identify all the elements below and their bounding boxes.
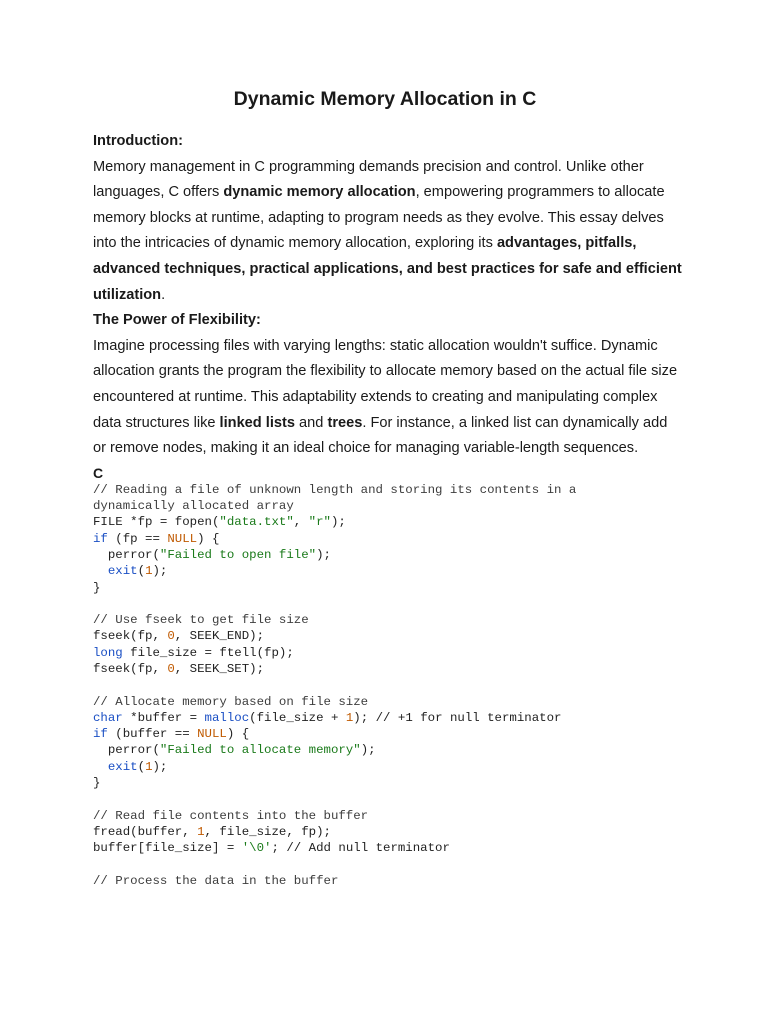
code-token-comment: dynamically allocated array bbox=[93, 499, 294, 514]
bold-phrase: trees bbox=[327, 414, 363, 431]
code-token-string: "r" bbox=[308, 515, 331, 530]
code-token-number: 1 bbox=[197, 824, 205, 839]
code-line bbox=[93, 498, 683, 514]
code-token-plain: , SEEK_END); bbox=[174, 629, 265, 644]
code-token-plain: ); // +1 for null terminator bbox=[353, 710, 562, 725]
text-run: . For instance, a linked list can dynamically add or remove nodes, making it an ideal choice for managing variable-length sequences. bbox=[93, 414, 668, 457]
code-token-plain: fseek(fp, bbox=[93, 661, 168, 676]
code-token-number: 1 bbox=[345, 710, 354, 725]
code-token-number: 0 bbox=[167, 661, 175, 676]
code-line bbox=[93, 873, 683, 889]
code-line bbox=[93, 645, 683, 661]
code-token-plain: } bbox=[93, 776, 101, 791]
code-block bbox=[93, 482, 683, 889]
code-token-comment: // Use fseek to get file size bbox=[93, 613, 309, 628]
code-token-plain: buffer[file_size] = bbox=[93, 841, 242, 856]
code-token-keyword: long bbox=[93, 645, 123, 660]
code-line bbox=[93, 677, 683, 693]
code-token-plain: (buffer == bbox=[107, 727, 198, 742]
code-line bbox=[93, 531, 683, 547]
code-token-keyword: if bbox=[93, 727, 108, 742]
code-token-plain: ); bbox=[316, 547, 331, 562]
code-token-comment: // Read file contents into the buffer bbox=[93, 808, 369, 823]
code-line bbox=[93, 775, 683, 791]
code-line bbox=[93, 563, 683, 579]
text-run: , empowering programmers to allocate memory blocks at runtime, adapting to program needs as they evolve. This essay delves into the intricacies of dynamic memory allocation, exploring its bbox=[93, 184, 665, 252]
document-page bbox=[93, 84, 683, 889]
code-line bbox=[93, 628, 683, 644]
code-token-plain: FILE *fp = fopen( bbox=[93, 515, 220, 530]
code-line bbox=[93, 514, 683, 530]
document-title: Dynamic Memory Allocation in C bbox=[233, 88, 537, 110]
text-run: and bbox=[294, 414, 328, 431]
section-heading-flexibility: The Power of Flexibility: bbox=[93, 312, 261, 329]
code-line bbox=[93, 824, 683, 840]
code-line bbox=[93, 596, 683, 612]
code-line bbox=[93, 857, 683, 873]
code-token-number: 0 bbox=[167, 629, 175, 644]
code-token-string: "Failed to open file" bbox=[159, 547, 317, 562]
code-line bbox=[93, 580, 683, 596]
code-line bbox=[93, 612, 683, 628]
code-token-plain: ); bbox=[152, 759, 168, 774]
section-heading-introduction: Introduction: bbox=[93, 133, 183, 149]
code-line bbox=[93, 710, 683, 726]
code-token-plain: perror( bbox=[93, 743, 160, 758]
code-token-string: "Failed to allocate memory" bbox=[159, 743, 361, 758]
code-line bbox=[93, 791, 683, 807]
code-line bbox=[93, 808, 683, 824]
code-token-plain: } bbox=[93, 580, 101, 595]
code-token-keyword: exit bbox=[107, 759, 138, 774]
bold-phrase: dynamic memory allocation bbox=[223, 184, 416, 201]
code-token-plain: ; // Add null terminator bbox=[271, 841, 450, 856]
code-token-number: 1 bbox=[145, 759, 153, 774]
code-token-number: 1 bbox=[145, 564, 153, 579]
code-token-comment: // Reading a file of unknown length and storing its contents in a bbox=[93, 482, 577, 497]
code-line bbox=[93, 547, 683, 563]
code-token-plain: *buffer = bbox=[122, 710, 205, 725]
code-token-plain: ) { bbox=[226, 727, 250, 742]
code-token-keyword: if bbox=[93, 531, 108, 546]
code-token-plain: ); bbox=[330, 515, 346, 530]
bold-phrase: linked lists bbox=[219, 414, 295, 431]
code-line bbox=[93, 742, 683, 758]
code-token-plain: ( bbox=[137, 759, 146, 774]
code-token-string: '\0' bbox=[241, 841, 272, 856]
bold-phrase: advantages, pitfalls, advanced techniques, practical applications, and best practices for safe and efficient utilization bbox=[93, 235, 682, 303]
code-token-plain: perror( bbox=[93, 547, 160, 562]
flexibility-paragraph bbox=[93, 334, 683, 462]
code-token-keyword: malloc bbox=[204, 710, 250, 725]
code-line bbox=[93, 661, 683, 677]
code-token-comment: // Process the data in the buffer bbox=[93, 873, 339, 888]
code-line bbox=[93, 759, 683, 775]
code-token-plain: ( bbox=[137, 564, 146, 579]
code-token-plain: (file_size + bbox=[249, 710, 346, 725]
code-token-plain: fread(buffer, bbox=[93, 824, 198, 839]
intro-paragraph bbox=[93, 155, 683, 309]
code-token-comment: // Allocate memory based on file size bbox=[93, 694, 369, 709]
code-line bbox=[93, 840, 683, 856]
text-run: Imagine processing files with varying lengths: static allocation wouldn't suffice. Dynamic allocation grants the program the flexibility to allocate memory based on the actual file size encountered at runtime. This adaptability extends to creating and manipulating complex data structures like bbox=[93, 337, 678, 431]
code-token-plain: (fp == bbox=[107, 531, 168, 546]
text-run: Memory management in C programming demands precision and control. Unlike other languages, C offers bbox=[93, 158, 644, 201]
code-token-plain bbox=[93, 564, 108, 578]
code-token-plain: ) { bbox=[197, 531, 220, 546]
code-token-plain: ); bbox=[360, 743, 376, 758]
code-line bbox=[93, 482, 683, 498]
code-token-keyword: exit bbox=[107, 564, 138, 579]
code-token-plain: , file_size, fp); bbox=[204, 824, 331, 839]
code-token-plain: file_size = ftell(fp); bbox=[122, 645, 294, 660]
code-language-label: C bbox=[93, 464, 104, 481]
code-token-keyword: char bbox=[93, 710, 123, 725]
code-token-string: "data.txt" bbox=[219, 515, 294, 530]
code-token-plain: fseek(fp, bbox=[93, 629, 168, 644]
code-line bbox=[93, 694, 683, 710]
code-token-plain bbox=[93, 760, 108, 774]
code-token-plain: , bbox=[293, 515, 309, 530]
code-token-constant: NULL bbox=[167, 531, 198, 546]
code-token-plain: , SEEK_SET); bbox=[174, 661, 265, 676]
code-token-constant: NULL bbox=[197, 727, 227, 742]
code-line bbox=[93, 726, 683, 742]
code-token-plain: ); bbox=[152, 564, 168, 579]
text-run: . bbox=[161, 286, 166, 303]
